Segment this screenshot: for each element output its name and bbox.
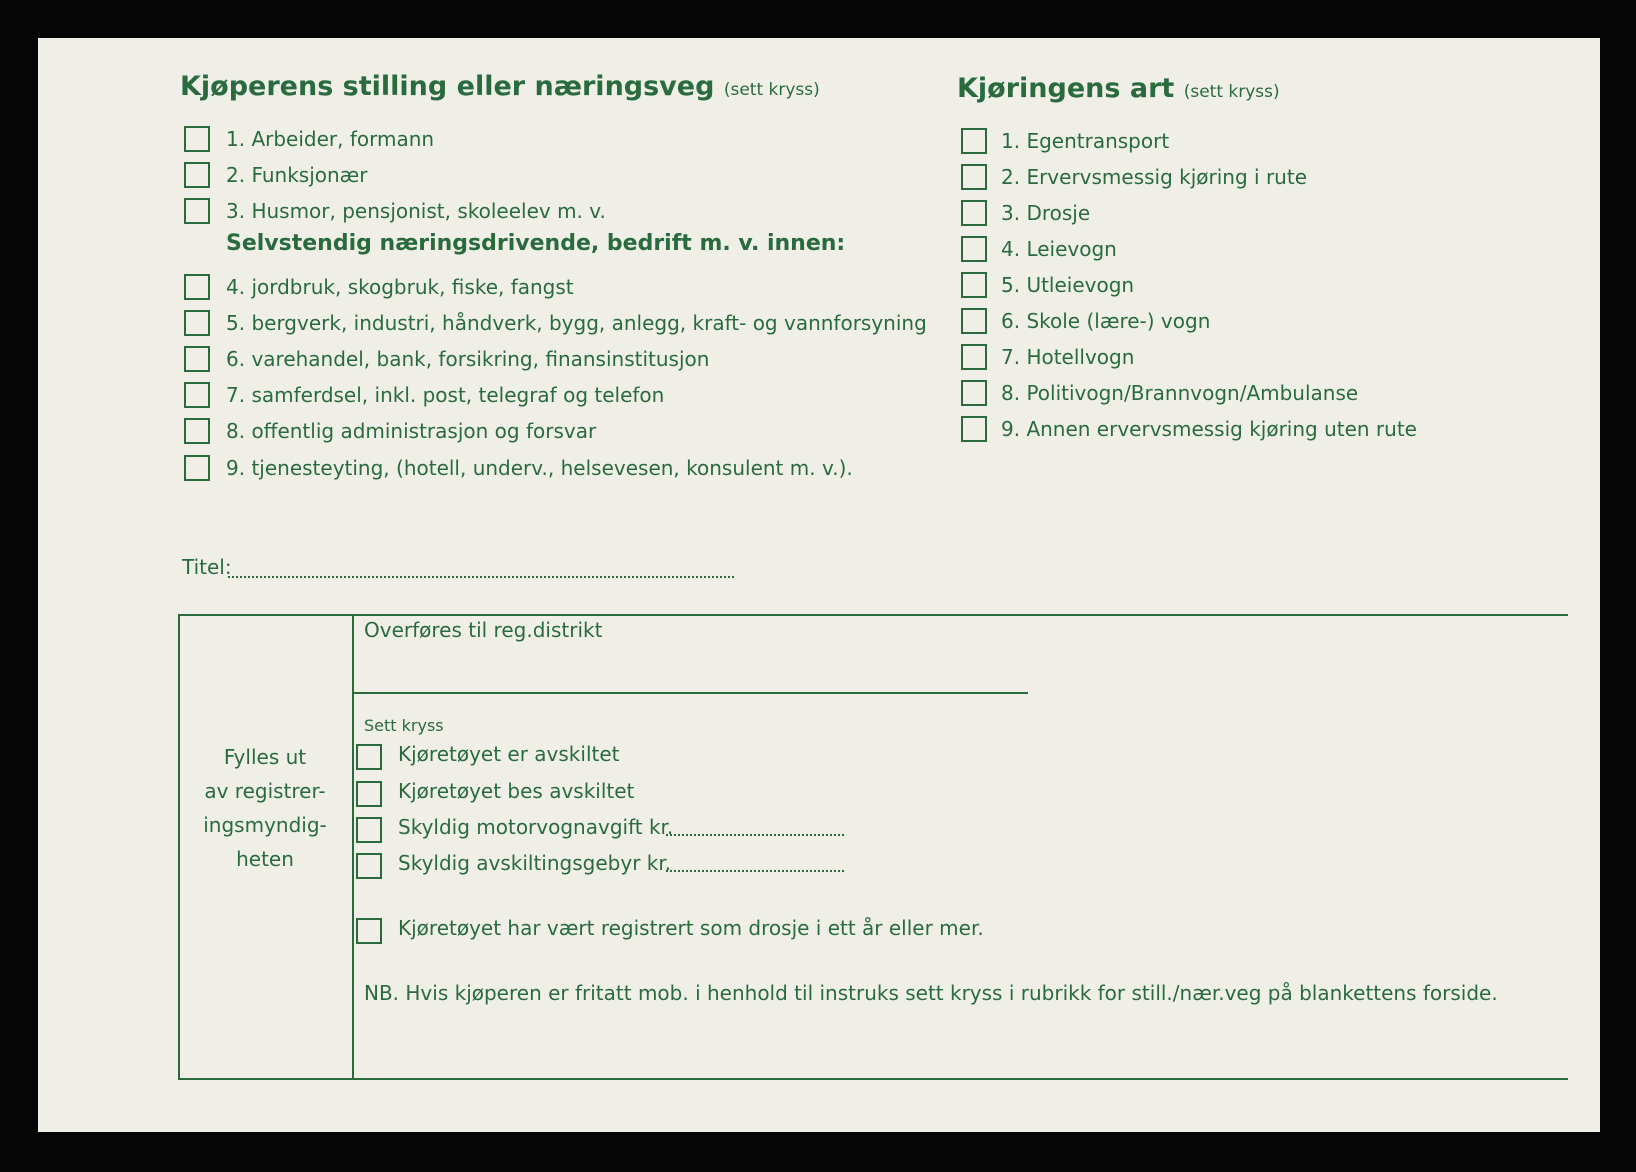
vehicle-tax-amount-line[interactable] (666, 834, 844, 836)
box-top-border (178, 614, 1568, 616)
occupation-item-5: 5. bergverk, industri, håndverk, bygg, anlegg, kraft- og vannforsyning (226, 311, 927, 335)
driving-item-8: 8. Politivogn/Brannvogn/Ambulanse (1001, 381, 1359, 405)
side-label-line-1: Fylles ut (223, 745, 307, 769)
buyer-occupation-title-note: (sett kryss) (723, 80, 820, 100)
deregister-fee-amount-line[interactable] (666, 870, 844, 872)
checkbox-driving-7[interactable] (961, 344, 987, 370)
driving-type-title (957, 73, 1280, 104)
deregistered-label: Kjøretøyet er avskiltet (398, 742, 620, 766)
checkbox-driving-8[interactable] (961, 380, 987, 406)
checkbox-occupation-2[interactable] (184, 162, 210, 188)
checkbox-deregistered[interactable] (356, 744, 382, 770)
occupation-item-4: 4. jordbruk, skogbruk, fiske, fangst (226, 275, 574, 299)
checkbox-driving-5[interactable] (961, 272, 987, 298)
driving-type-title-text: Kjøringens art (957, 73, 1175, 104)
driving-item-5: 5. Utleievogn (1001, 273, 1135, 297)
occupation-item-9: 9. tjenesteyting, (hotell, underv., helsevesen, konsulent m. v.). (226, 456, 853, 480)
box-bottom-border (178, 1078, 1568, 1080)
occupation-item-8: 8. offentlig administrasjon og forsvar (226, 419, 597, 443)
request-deregister-label: Kjøretøyet bes avskiltet (398, 779, 635, 803)
registration-authority-label (185, 740, 345, 876)
checkbox-driving-2[interactable] (961, 164, 987, 190)
box-divider (352, 614, 354, 1080)
checkbox-driving-3[interactable] (961, 200, 987, 226)
side-label-line-4: heten (236, 847, 294, 871)
titel-label: Titel: (182, 555, 232, 579)
driving-item-2: 2. Ervervsmessig kjøring i rute (1001, 165, 1307, 189)
buyer-occupation-title-text: Kjøperens stilling eller næringsveg (180, 71, 715, 102)
taxi-registered-label: Kjøretøyet har vært registrert som drosje i ett år eller mer. (398, 916, 984, 940)
driving-item-6: 6. Skole (lære-) vogn (1001, 309, 1211, 333)
deregister-fee-owed-label: Skyldig avskiltingsgebyr kr. (398, 851, 672, 875)
checkbox-driving-4[interactable] (961, 236, 987, 262)
nb-note: NB. Hvis kjøperen er fritatt mob. i henhold til instruks sett kryss i rubrikk for still./nær.veg på blankettens forside. (364, 981, 1498, 1005)
side-label-line-2: av registrer- (204, 779, 326, 803)
occupation-item-1: 1. Arbeider, formann (226, 127, 435, 151)
transfer-district-label: Overføres til reg.distrikt (364, 618, 603, 642)
driving-item-3: 3. Drosje (1001, 201, 1091, 225)
vehicle-tax-owed-label: Skyldig motorvognavgift kr. (398, 815, 674, 839)
checkbox-deregister-fee-owed[interactable] (356, 853, 382, 879)
checkbox-request-deregister[interactable] (356, 781, 382, 807)
transfer-district-line[interactable] (354, 692, 1028, 694)
titel-input-line[interactable] (228, 576, 734, 578)
checkbox-driving-9[interactable] (961, 416, 987, 442)
checkbox-occupation-7[interactable] (184, 382, 210, 408)
form-paper (38, 38, 1600, 1132)
driving-item-9: 9. Annen ervervsmessig kjøring uten rute (1001, 417, 1417, 441)
occupation-item-7: 7. samferdsel, inkl. post, telegraf og telefon (226, 383, 665, 407)
driving-type-title-note: (sett kryss) (1183, 82, 1280, 102)
occupation-item-6: 6. varehandel, bank, forsikring, finansinstitusjon (226, 347, 710, 371)
checkbox-occupation-9[interactable] (184, 455, 210, 481)
self-employed-subheading: Selvstendig næringsdrivende, bedrift m. v. innen: (226, 231, 846, 256)
checkbox-occupation-5[interactable] (184, 310, 210, 336)
checkbox-occupation-1[interactable] (184, 126, 210, 152)
buyer-occupation-title (180, 71, 820, 102)
checkbox-occupation-8[interactable] (184, 418, 210, 444)
side-label-line-3: ingsmyndig- (203, 813, 327, 837)
checkbox-occupation-3[interactable] (184, 198, 210, 224)
occupation-item-2: 2. Funksjonær (226, 163, 368, 187)
checkbox-occupation-6[interactable] (184, 346, 210, 372)
occupation-item-3: 3. Husmor, pensjonist, skoleelev m. v. (226, 199, 606, 223)
checkbox-vehicle-tax-owed[interactable] (356, 817, 382, 843)
checkbox-driving-1[interactable] (961, 128, 987, 154)
checkbox-taxi-registered[interactable] (356, 918, 382, 944)
sett-kryss-label: Sett kryss (364, 716, 444, 735)
driving-item-1: 1. Egentransport (1001, 129, 1170, 153)
driving-item-4: 4. Leievogn (1001, 237, 1117, 261)
checkbox-occupation-4[interactable] (184, 274, 210, 300)
checkbox-driving-6[interactable] (961, 308, 987, 334)
driving-item-7: 7. Hotellvogn (1001, 345, 1135, 369)
box-left-border (178, 614, 180, 1080)
